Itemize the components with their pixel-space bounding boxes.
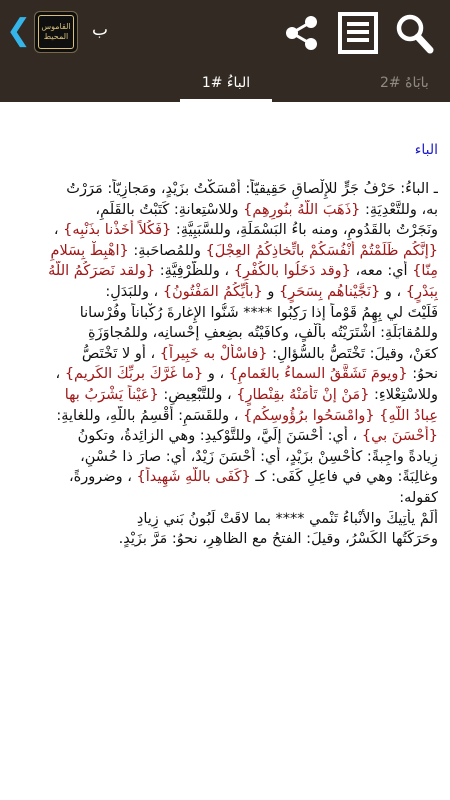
entry-line xyxy=(12,241,438,262)
quran-quote: {فاسْأَلْ به خَبِيراً} xyxy=(159,345,268,362)
quran-quote: بِبَدْرٍ} xyxy=(405,283,438,300)
app-logo-frame xyxy=(38,15,74,49)
entry-line xyxy=(12,447,438,468)
quran-quote: {نَجَّيْناهُم بِسَحَرٍ} xyxy=(278,283,381,300)
quran-quote: {ما غَرَّكَ بربِّكَ الكَريم} xyxy=(64,366,204,383)
entry-line xyxy=(12,282,438,303)
tab-label: بابَاهُ #2 xyxy=(380,75,429,91)
quran-quote: {اهْبِطْ بِسَلامٍ xyxy=(50,242,129,259)
entry-text: وللاسْتِعْلاءِ: xyxy=(369,386,438,403)
entry-line xyxy=(12,529,438,550)
entry-text: زِيادةً واجِبةً: كأحْسِنْ بزَيْدٍ، أي: أحْسَنَ زَيْدٌ، أي: صارَ ذا حُسْنٍ، xyxy=(80,448,438,465)
current-letter: ب xyxy=(92,20,109,40)
entry-text: وللمُقابَلَةِ: اشْتَرَيْتُه بألْفٍ، وكافَيْتُه بضِعفِ إحْسانِه، وللمُجاوَزَةِ xyxy=(87,325,438,342)
tab-entry-1[interactable] xyxy=(180,68,272,102)
entry-line xyxy=(12,509,438,530)
quran-quote: {وقد دَخَلُوا بالكُفْرِ} xyxy=(233,263,351,280)
entry-text: وحَرَكَتُها الكَسْرُ، وقيلَ: الفتحُ مع الظاهِرِ، نحوُ: مَرَّ بزَيْدٍ. xyxy=(118,531,438,548)
chevron-left-icon[interactable]: ❮ xyxy=(6,13,32,48)
entry-text: ، و xyxy=(203,366,229,383)
entry-text: ، xyxy=(55,366,65,383)
entry-line xyxy=(12,220,438,241)
quran-quote: {ولقد نَصَرَكُمُ اللّهُ xyxy=(48,263,156,280)
entry-text: ، و xyxy=(380,283,406,300)
dictionary-entry xyxy=(0,102,450,550)
entry-line xyxy=(12,385,438,406)
tab-strip xyxy=(0,68,450,102)
entry-text: و xyxy=(262,283,279,300)
entry-text: ، أي: أحْسَنَ إلَيَّ، وللتَّوْكيدِ: وهي الزائِدةُ، وتكونُ xyxy=(77,428,362,445)
quran-quote: {ويومَ تَشَقَّقُ السماءُ بالغَمامِ} xyxy=(228,366,408,383)
quran-quote: {أحْسَنَ بي} xyxy=(361,428,438,445)
quran-quote: {مَنْ إنْ تَأْمَنْهُ بقِنْطارٍ} xyxy=(236,386,370,403)
entry-text: ـ الباءُ: حَرْفُ جَرٍّ للإِلْصاقِ حَقِيقيّاً: أمْسَكْتُ بزَيْدٍ، ومَجازِيّاً: مَرَرْتُ xyxy=(66,181,438,197)
entry-text: أي: معه، xyxy=(350,263,413,280)
quran-quote: عِبادُ اللّهِ} xyxy=(379,407,438,424)
quran-quote: {كَفَى باللّهِ شَهِيداً} xyxy=(136,469,251,486)
quran-quote: {وامْسَحُوا برُؤُوسِكُم} xyxy=(243,407,375,424)
entry-line xyxy=(12,200,438,221)
entry-line xyxy=(12,426,438,447)
entry-line xyxy=(12,488,438,509)
entry-line xyxy=(12,323,438,344)
menu-button[interactable] xyxy=(334,8,382,58)
entry-text: به، وللتَّعْدِيَةِ: xyxy=(360,201,438,218)
search-button[interactable] xyxy=(390,8,438,58)
entry-line xyxy=(12,364,438,385)
quran-quote: {بأيِّكُمُ المَفْتُونُ} xyxy=(162,283,263,300)
entry-text: كقوله: xyxy=(399,489,438,506)
entry-text: نحوُ: xyxy=(407,366,438,383)
entry-text: ، وللتَّبْعِيضِ: xyxy=(158,386,237,403)
share-icon xyxy=(284,14,320,52)
entry-line xyxy=(12,467,438,488)
logo-text-line1: القاموس xyxy=(41,22,71,31)
entry-text: ، وللقَسَمِ: أُقْسِمُ باللّهِ، وللغايةِ: xyxy=(56,407,244,424)
app-bar xyxy=(0,0,450,68)
entry-text: كعَنْ، وقيلَ: تَخْتَصُّ بالسُّؤالِ: xyxy=(267,345,438,362)
menu-list-icon xyxy=(336,10,380,56)
entry-text: ، xyxy=(53,222,64,239)
entry-text: ونَجَرْتُ بالقَدُومِ، ومنه باءُ البَسْمَلَةِ، وللسَّبَبِيَّةِ: xyxy=(171,222,438,239)
search-icon xyxy=(393,11,435,55)
entry-heading: الباء xyxy=(414,142,438,158)
entry-text: وغالِبَةً: وهي في فاعِلِ كَفَى: كـ xyxy=(250,469,438,486)
share-button[interactable] xyxy=(278,8,326,58)
entry-text: ألَمْ يأْتِيكَ والأَنْباءُ تَنْمي **** بما لاقَتْ لَبُونُ بَني زِيادِ xyxy=(136,510,438,527)
entry-line xyxy=(12,303,438,324)
entry-text: ، وضرورةً، xyxy=(68,469,137,486)
tab-entry-2[interactable] xyxy=(380,68,429,102)
entry-body xyxy=(12,179,438,550)
entry-text: ، وللبَدَلِ: xyxy=(105,283,163,300)
entry-line xyxy=(12,344,438,365)
entry-line xyxy=(12,179,438,200)
tab-label: الباءُ #1 xyxy=(201,75,251,91)
quran-quote: {عَيْناً يَشْرَبُ بها xyxy=(64,386,159,403)
entry-text: ، وللظَّرْفِيَّةِ: xyxy=(155,263,234,280)
logo-text-line2: المحيط xyxy=(43,32,69,41)
entry-text: ، أو لا تَخْتَصُّ xyxy=(81,345,160,362)
entry-line xyxy=(12,406,438,427)
entry-text: وللمُصاحَبةِ: xyxy=(128,242,206,259)
app-logo-icon[interactable] xyxy=(34,11,78,53)
quran-quote: {ذَهَبَ اللَّهُ بنُورِهِم} xyxy=(243,201,361,218)
quran-quote: {إنَّكُم ظَلَمْتُمْ أنْفُسَكُمْ باتِّخاذِكُمُ العِجْلَ} xyxy=(205,242,438,259)
quran-quote: مِنّا} xyxy=(412,263,438,280)
entry-text: فَلَيْتَ لي بِهِمُ قَوْماً إذا رَكِبُوا **** شَنُّوا الإِغارةَ رُكْباناً وفُرْسانا xyxy=(79,304,438,321)
entry-line xyxy=(12,261,438,282)
entry-text: وللاسْتِعانةِ: كَتَبْتُ بالقَلَمِ، xyxy=(95,201,244,218)
quran-quote: {فَكُلاً أخَذْنا بذَنْبِه} xyxy=(63,222,172,239)
